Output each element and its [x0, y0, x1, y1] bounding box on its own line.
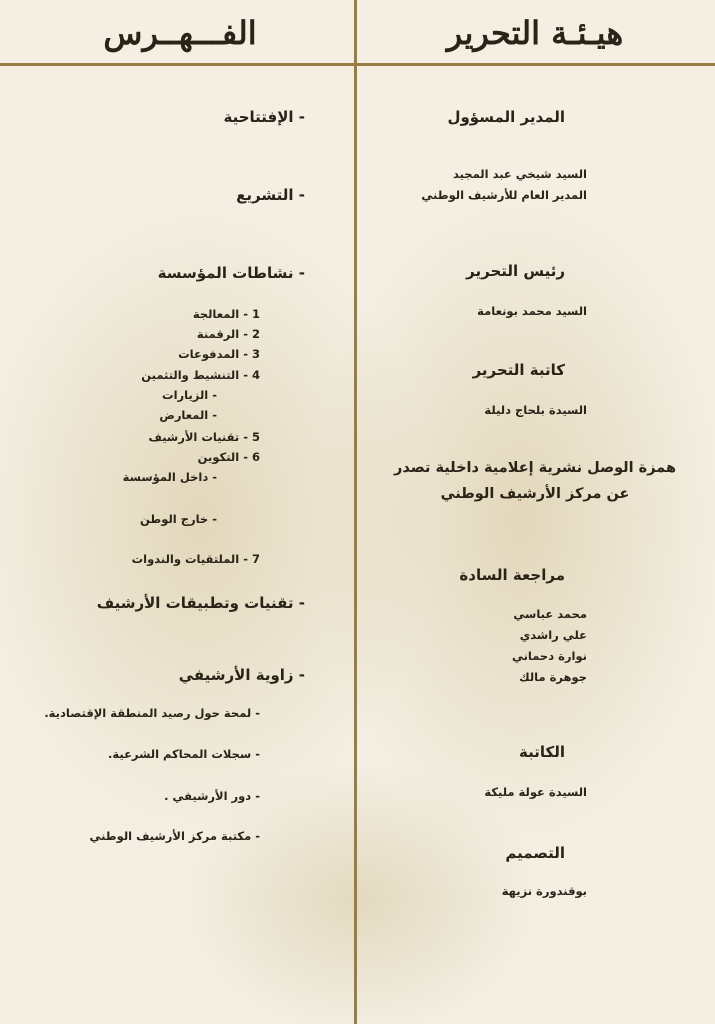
index-opening: - الإفتتاحية [223, 108, 305, 126]
index-item-processing: 1 - المعالجة [192, 307, 260, 321]
index-activities: - نشاطات المؤسسة [157, 264, 305, 282]
index-corner-library: - مكتبة مركز الأرشيف الوطني [89, 829, 260, 843]
reviewers-label: مراجعة السادة [459, 566, 565, 584]
reviewer-1: محمد عباسي [513, 607, 587, 621]
description-line-1: همزة الوصل نشرية إعلامية داخلية تصدر [393, 460, 677, 476]
index-item-exhibitions: - المعارض [159, 408, 217, 422]
column-divider [354, 0, 357, 1024]
index-corner: - زاوية الأرشيفي [178, 666, 305, 684]
description-line-2: عن مركز الأرشيف الوطني [440, 486, 630, 502]
header-divider [0, 63, 715, 66]
editorial-secretary-name: السيدة بلحاج دليلة [484, 403, 587, 417]
director-label: المدير المسؤول [447, 108, 565, 126]
editor-in-chief-label: رئيس التحرير [466, 262, 565, 280]
index-heading: الفـــهــرس [103, 14, 257, 52]
index-item-visits: - الزيارات [162, 388, 217, 402]
index-item-inside: - داخل المؤسسة [122, 470, 217, 484]
design-label: التصميم [505, 844, 565, 862]
index-item-archive-tech: 5 - تقنيات الأرشيف [148, 430, 260, 444]
index-item-meetings: 7 - الملتقيات والندوات [131, 552, 260, 566]
editor-in-chief-name: السيد محمد بونعامة [477, 304, 587, 318]
index-item-deposits: 3 - المدفوعات [178, 347, 260, 361]
index-corner-archivist-role: - دور الأرشيفي . [164, 789, 260, 803]
index-legislation: - التشريع [236, 186, 305, 204]
reviewer-4: جوهرة مالك [519, 670, 587, 684]
typist-name: السيدة عولة مليكة [484, 785, 587, 799]
index-corner-court-records: - سجلات المحاكم الشرعية. [108, 747, 260, 761]
index-item-digitization: 2 - الرقمنة [196, 327, 260, 341]
index-item-abroad: - خارج الوطن [140, 512, 217, 526]
design-name: بوقندورة نزيهة [501, 884, 587, 898]
index-item-training: 6 - التكوين [197, 450, 260, 464]
reviewer-3: نوارة دحماني [511, 649, 587, 663]
editorial-board-heading: هيـئـة التحرير [446, 14, 624, 52]
index-item-promotion: 4 - التنشيط والتثمين [141, 368, 260, 382]
index-techniques: - تقنيات وتطبيقات الأرشيف [96, 594, 305, 612]
director-title: المدير العام للأرشيف الوطني [421, 188, 587, 202]
index-corner-overview: - لمحة حول رصيد المنطقة الإقتصادية. [44, 706, 260, 720]
editorial-secretary-label: كاتبة التحرير [472, 361, 565, 379]
typist-label: الكاتبة [519, 743, 565, 761]
director-name: السيد شيخي عبد المجيد [452, 167, 587, 181]
reviewer-2: علي راشدي [519, 628, 587, 642]
